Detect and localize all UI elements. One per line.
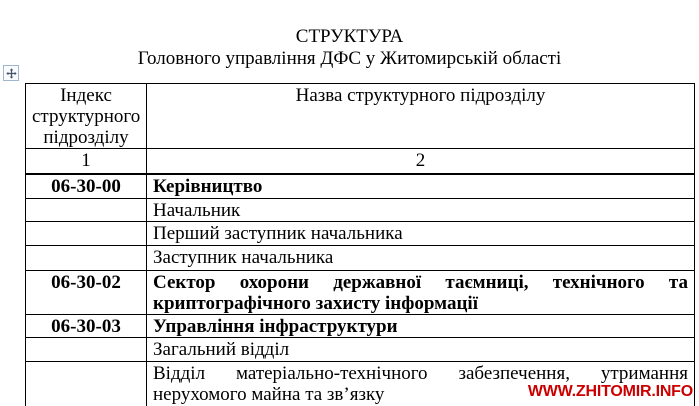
row-index-cell <box>26 338 147 362</box>
table-row <box>26 199 695 222</box>
title-line-1: СТРУКТУРА <box>295 26 404 47</box>
row-index-cell: 06-30-02 <box>26 271 147 315</box>
table-move-handle[interactable] <box>3 65 19 81</box>
numbering-col-2: 2 <box>147 149 695 174</box>
row-name-line-1: Сектор охорони державної таємниці, технічного та <box>153 272 688 293</box>
table-header-row <box>26 84 695 149</box>
row-name-cell: Управління інфраструктури <box>147 315 695 338</box>
table-row <box>26 222 695 246</box>
column-numbering-row <box>26 149 695 174</box>
row-index-cell <box>26 222 147 246</box>
table-row <box>26 271 695 315</box>
document-title <box>15 26 684 70</box>
four-way-arrow-icon <box>6 68 17 79</box>
structure-table <box>25 83 695 406</box>
row-index-cell <box>26 199 147 222</box>
row-name-cell <box>147 271 695 315</box>
row-name-cell: Заступник начальника <box>147 246 695 271</box>
row-name-line-2: криптографічного захисту інформації <box>153 293 478 314</box>
title-line-2: Головного управління ДФС у Житомирській області <box>137 48 562 69</box>
row-index-cell: 06-30-03 <box>26 315 147 338</box>
row-name-cell: Керівництво <box>147 174 695 199</box>
row-index-cell <box>26 362 147 406</box>
table-row <box>26 246 695 271</box>
site-watermark: WWW.ZHITOMIR.INFO <box>527 383 693 400</box>
row-name-cell: Начальник <box>147 199 695 222</box>
table-row <box>26 338 695 362</box>
row-name-cell: Загальний відділ <box>147 338 695 362</box>
numbering-col-1: 1 <box>26 149 147 174</box>
row-name-line-1: Відділ матеріально-технічного забезпечення, утримання <box>153 363 688 384</box>
row-index-cell <box>26 246 147 271</box>
row-index-cell: 06-30-00 <box>26 174 147 199</box>
row-name-cell: Перший заступник начальника <box>147 222 695 246</box>
row-name-line-2: нерухомого майна та зв’язку <box>153 384 385 405</box>
table-row <box>26 315 695 338</box>
table-row <box>26 174 695 199</box>
header-col-index: Індекс структурного підрозділу <box>26 84 147 149</box>
header-col-name: Назва структурного підрозділу <box>147 84 695 149</box>
